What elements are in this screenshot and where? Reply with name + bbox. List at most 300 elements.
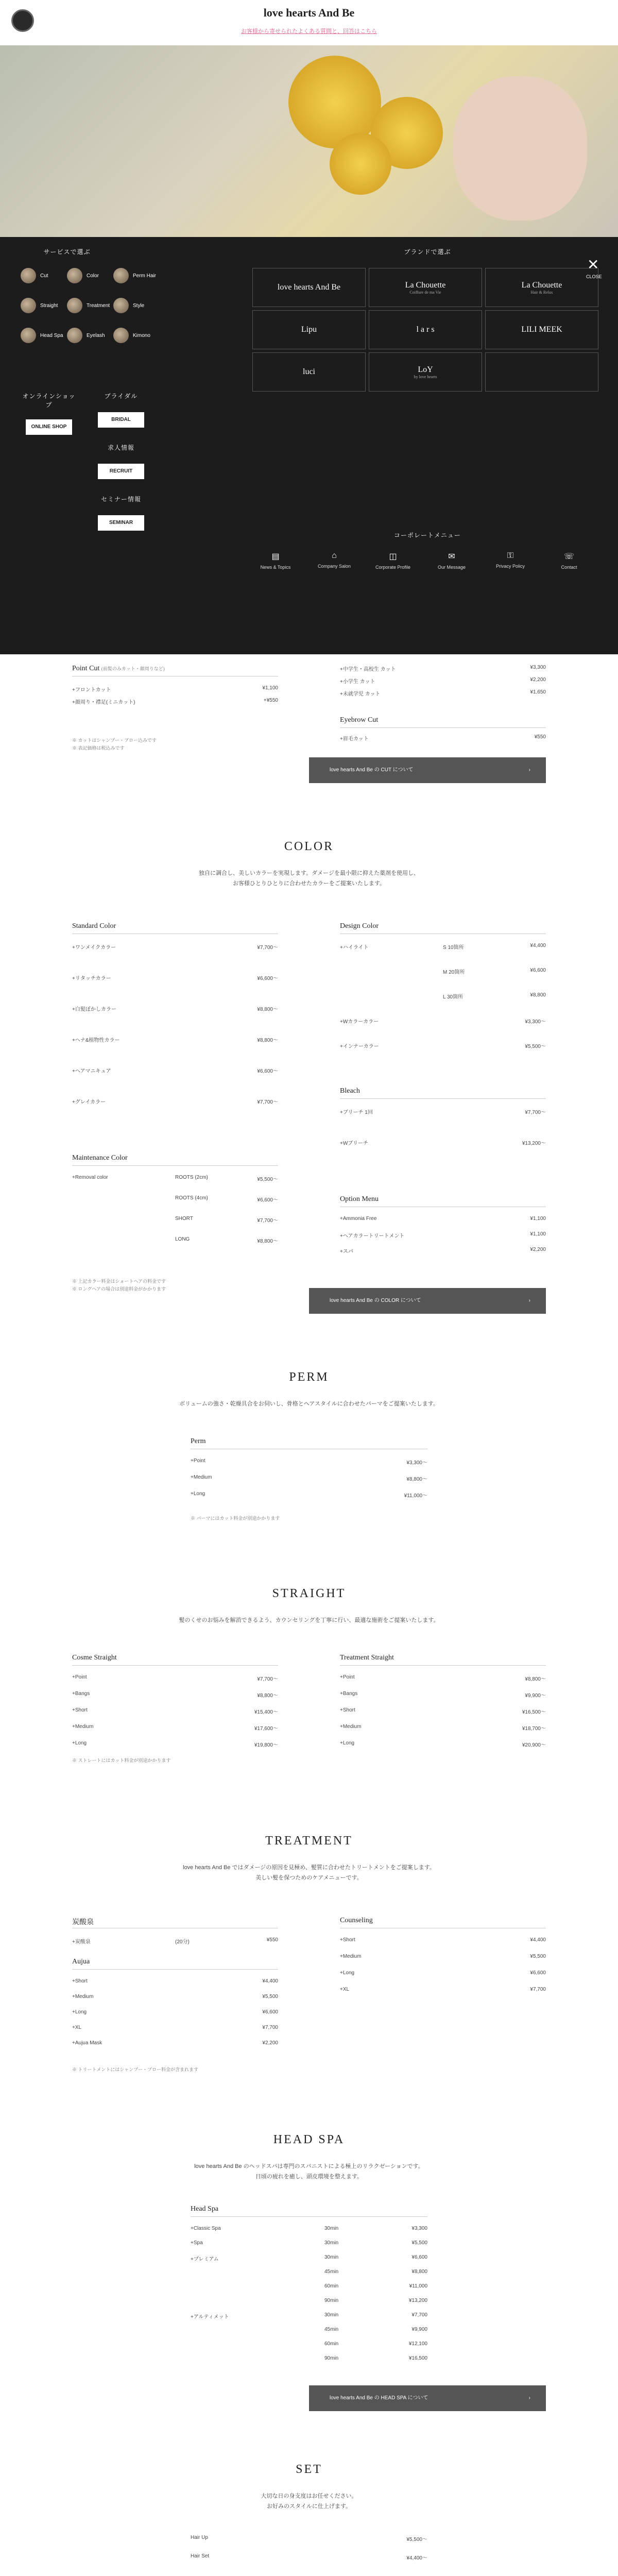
price-row [72,1195,278,1203]
menu-name [191,2341,324,2347]
menu-name: +Short [340,1707,355,1713]
service-item[interactable] [113,268,156,283]
menu-option: 60min [324,2341,339,2347]
price-row [72,1724,278,1732]
menu-name: +ハイライト [340,945,369,951]
message-icon: ✉ [448,552,455,561]
menu-price: ¥3,300〜 [406,1460,427,1466]
menu-price: ¥1,100 [262,685,278,691]
menu-price: ¥13,200 [408,2298,427,2303]
price-row [191,2269,427,2275]
close-label[interactable]: CLOSE [586,274,602,279]
menu-name: +Removal color [72,1175,108,1180]
price-row [191,2327,427,2332]
price-row [72,974,278,981]
price-row [340,734,546,742]
price-row [340,1987,546,1992]
price-row [72,1740,278,1748]
treatment-straight-title: Treatment Straight [340,1654,394,1662]
menu-name: +ヘナ&植物性カラー [72,1038,120,1043]
price-row [72,1994,278,1999]
service-item[interactable] [21,328,63,343]
price-row [191,2226,427,2231]
menu-price: ¥5,500〜 [257,1177,278,1182]
menu-name: +白髪ぼかしカラー [72,1007,116,1012]
service-label: Perm Hair [133,273,157,279]
menu-name: +ヘアマニキュア [72,1069,111,1074]
brand-card[interactable] [369,310,482,349]
menu-price: ¥19,800〜 [254,1742,278,1748]
price-row [340,1691,546,1699]
site-header [0,0,618,45]
headspa-detail-button[interactable]: love hearts And Be の HEAD SPA について › [309,2385,546,2411]
price-row [72,1236,278,1244]
menu-name: +スパ [340,1249,353,1255]
menu-price: ¥7,700〜 [257,1218,278,1224]
price-row [72,1707,278,1715]
menu-price: ¥550 [534,734,546,740]
corporate-menu-label: News & Topics [260,565,291,570]
menu-price: ¥16,500 [408,2355,427,2361]
menu-option: 60min [324,2283,339,2289]
price-row [72,1036,278,1043]
menu-price: ¥4,400〜 [406,2555,427,2561]
menu-price: ¥18,700〜 [522,1726,546,1732]
menu-price: ¥13,200〜 [522,1141,546,1146]
menu-price: ¥6,600 [530,1970,546,1976]
service-label: Cut [40,273,48,279]
price-row [340,1139,546,1146]
menu-price: ¥6,600 [530,968,546,973]
service-label: Style [133,302,145,309]
online-heading: オンラインショップ [22,393,76,409]
menu-price: ¥12,100 [408,2341,427,2347]
menu-option: L 30箇所 [443,994,464,1000]
price-row [340,1247,546,1255]
menu-name: +Medium [340,1724,362,1730]
menu-option: 30min [324,2255,339,2260]
menu-option: 45min [324,2269,339,2275]
close-icon[interactable]: ✕ [587,257,599,273]
price-row [340,1707,546,1715]
menu-price: ¥8,800〜 [257,1038,278,1043]
headspa-title: HEAD SPA [273,2133,345,2146]
cosme-straight-title: Cosme Straight [72,1654,117,1662]
menu-name: +グレイカラー [72,1099,106,1105]
price-row [72,1691,278,1699]
menu-name: +Short [72,1978,88,1984]
menu-price: ¥5,500〜 [525,1044,546,1049]
menu-name: +XL [72,2025,82,2030]
menu-price: ¥4,400 [262,1978,278,1984]
menu-name: +炭酸泉 [72,1939,91,1945]
treatment-desc: love hearts And Be ではダメージの原因を見極め、髪質に合わせたトリートメントをご提案します。 美しい髪を保つためのケアメニューです。 [183,1865,435,1881]
service-thumbnail [113,268,129,283]
menu-price: ¥8,800〜 [257,1007,278,1012]
menu-name [340,992,443,1000]
headspa-subtitle: Head Spa [191,2205,219,2213]
price-row [340,665,546,672]
menu-price: ¥8,800〜 [257,1693,278,1699]
brand-card[interactable] [252,268,366,307]
menu-price: ¥8,800 [530,992,546,998]
menu-name: +Point [72,1674,87,1680]
price-row [340,1231,546,1239]
menu-price: ¥2,200 [530,677,546,683]
price-row [340,1042,546,1049]
brand-card[interactable] [252,352,366,392]
price-row [340,1216,546,1222]
brand-sub: by love hearts [414,374,437,379]
service-item[interactable] [67,328,105,343]
menu-name [72,1195,175,1203]
menu-price: ¥7,700〜 [525,1110,546,1115]
menu-price: ¥550 [266,1937,278,1943]
menu-option: 30min [324,2226,339,2231]
bleach-title: Bleach [340,1087,360,1095]
menu-price: ¥7,700 [262,2025,278,2030]
perm-desc: ボリュームの強さ・乾燥具合をお伺いし、骨格とヘアスタイルに合わせたパーマをご提案いたします。 [179,1401,439,1407]
menu-name: +Wカラーカラー [340,1019,379,1025]
option-menu-title: Option Menu [340,1195,379,1203]
menu-price: ¥6,600 [262,2009,278,2015]
price-row [72,1937,278,1945]
service-thumbnail [21,328,36,343]
contact-icon: ☏ [563,552,574,561]
menu-price: ¥5,500〜 [406,2537,427,2543]
menu-name: +リタッチカラー [72,976,111,981]
menu-name: +Point [191,1458,205,1464]
service-label: Color [87,273,99,279]
menu-option: 30min [324,2312,339,2318]
service-label: Treatment [87,302,110,309]
menu-name: +Point [340,1674,355,1680]
corporate-menu-label: Contact [561,565,577,570]
faq-link[interactable]: お客様から寄せられたよくある質問と、回答はこちら [241,28,377,35]
menu-option: 45min [324,2327,339,2332]
straight-desc: 髪のくせのお悩みを解消できるよう、カウンセリングを丁寧に行い、最適な施術をご提案いたします。 [179,1617,439,1623]
divider [340,727,546,728]
recruit-button[interactable]: RECRUIT [98,464,144,479]
menu-name: +Spa [191,2240,203,2246]
menu-name: +小学生 カット [340,679,375,685]
price-row [340,1954,546,1959]
brand-card[interactable] [252,310,366,349]
brand-card[interactable] [485,310,598,349]
price-row [191,2298,427,2303]
menu-name: +アルティメット [191,2314,229,2320]
menu-price: ¥11,000 [409,2283,427,2289]
menu-name: +眉毛カット [340,736,369,742]
brand-name: LoY [418,365,433,374]
service-item[interactable] [67,268,99,283]
page-title: love hearts And Be [263,6,355,19]
brand-name: Lipu [301,325,317,334]
straight-title: STRAIGHT [272,1587,346,1600]
price-row [340,677,546,685]
menu-option: 30min [324,2240,339,2246]
set-title: SET [296,2463,322,2476]
set-desc: 大切な日の身支度はお任せください。 お好みのスタイルに仕上げます。 [261,2493,357,2510]
counseling-title: Counseling [340,1917,373,1924]
service-item[interactable] [67,298,110,313]
hero-image [0,45,618,237]
menu-price: ¥7,700 [530,1987,546,1992]
menu-price: ¥2,200 [262,2040,278,2046]
menu-name: +中学生・高校生 カット [340,667,396,672]
service-label: Eyelash [87,332,105,338]
menu-price: ¥1,650 [530,689,546,695]
corporate-menu-item[interactable] [370,551,416,570]
menu-price: ¥8,800〜 [525,1676,546,1682]
menu-price: ¥4,400 [530,943,546,948]
service-label: Kimono [133,332,150,338]
price-row [340,943,546,951]
corporate-menu-item[interactable] [428,551,475,570]
brand-name: love hearts And Be [277,283,341,292]
menu-price: ¥1,100 [530,1216,546,1222]
menu-option: (20分) [175,1939,190,1945]
service-thumbnail [113,328,129,343]
treatment-title: TREATMENT [265,1834,353,1848]
price-row [191,2312,427,2320]
perm-title: PERM [289,1370,329,1384]
menu-price: ¥3,300 [530,665,546,670]
menu-name [340,968,443,975]
menu-price: ¥8,800〜 [406,1477,427,1482]
menu-name [191,2269,324,2275]
menu-name: +Medium [191,1475,212,1480]
menu-price: ¥7,700〜 [257,1676,278,1682]
service-thumbnail [67,328,82,343]
brand-name: l a r s [416,325,435,334]
policy-icon: ⚿ [507,551,514,560]
menu-price: +¥550 [263,698,278,703]
menu-option: ROOTS (2cm) [175,1175,208,1180]
corporate-menu-label: Corporate Profile [375,565,411,570]
corporate-menu-item[interactable] [487,551,534,569]
menu-name: +Bangs [72,1691,90,1697]
menu-price: ¥20,900〜 [522,1742,546,1748]
divider [72,1665,278,1666]
price-row [72,943,278,951]
brand-name: La Chouette [521,280,562,290]
menu-name: +ブリーチ 1回 [340,1110,373,1115]
menu-option: M 20箇所 [443,970,465,975]
divider [340,1098,546,1099]
service-label: Head Spa [40,332,63,338]
corporate-menu-label: Company Salon [317,564,351,569]
menu-name: +ワンメイクカラー [72,945,116,951]
recruit-heading: 求人情報 [107,444,134,451]
service-thumbnail [113,298,129,313]
menu-name: +Long [72,1740,87,1746]
menu-overlay [0,237,618,654]
menu-name [191,2298,324,2303]
divider [340,1665,546,1666]
corporate-menu-item[interactable] [252,551,299,570]
menu-price: ¥5,500 [262,1994,278,1999]
service-item[interactable] [113,328,150,343]
price-row [340,1740,546,1748]
menu-price: ¥17,600〜 [254,1726,278,1732]
color-title: COLOR [284,840,334,853]
service-label: Straight [40,302,58,309]
bridal-button[interactable]: BRIDAL [98,412,144,428]
brand-card[interactable] [485,268,598,307]
treatment-note: ※ トリートメントにはシャンプー・ブロー料金が含まれます [72,2067,198,2072]
menu-name: +Long [340,1970,355,1976]
brand-name: La Chouette [405,280,446,290]
menu-price: ¥5,500 [530,1954,546,1959]
price-row [340,1674,546,1682]
brand-card[interactable] [369,352,482,392]
price-row [72,685,278,693]
price-row [340,968,546,975]
menu-price: ¥9,900 [411,2327,427,2332]
menu-price: ¥15,400〜 [254,1709,278,1715]
service-heading: サービスで選ぶ [43,248,91,256]
cut-detail-button[interactable]: love hearts And Be の CUT について › [309,757,546,783]
price-row [72,2009,278,2015]
menu-name [191,2327,324,2332]
price-row [72,1978,278,1984]
service-item[interactable] [113,298,144,313]
menu-name: +Long [72,2009,87,2015]
service-thumbnail [67,268,82,283]
price-row [191,1491,427,1499]
menu-name [72,1216,175,1224]
price-row [340,1970,546,1976]
menu-name: +Long [191,1491,205,1497]
menu-name: +XL [340,1987,350,1992]
price-row [340,1108,546,1115]
menu-name: +Ammonia Free [340,1216,377,1222]
menu-price: ¥8,800〜 [257,1239,278,1244]
menu-price: ¥3,300 [411,2226,427,2231]
online-shop-button[interactable]: ONLINE SHOP [26,419,72,435]
price-row [340,689,546,697]
menu-price: ¥11,000〜 [404,1493,427,1499]
eyebrow-cut-title: Eyebrow Cut [340,716,379,724]
service-item[interactable] [21,268,48,283]
menu-price: ¥9,900〜 [525,1693,546,1699]
menu-price: ¥5,500 [411,2240,427,2246]
corporate-menu-item[interactable] [546,551,592,570]
menu-price: ¥6,600 [411,2255,427,2260]
corporate-menu-label: Our Message [437,565,466,570]
price-row [191,2283,427,2289]
salon-icon: ⌂ [332,551,337,560]
menu-price: ¥16,500〜 [522,1709,546,1715]
service-thumbnail [67,298,82,313]
quick-title: 炭酸泉 [72,1919,94,1926]
perm-subtitle: Perm [191,1437,206,1445]
menu-name: +Medium [340,1954,362,1959]
corporate-menu-label: Privacy Policy [495,564,525,569]
menu-price: ¥1,100 [530,1231,546,1237]
price-row [191,1475,427,1482]
menu-name: +Bangs [340,1691,358,1697]
point-cut-title: Point Cut (前髪のみカット・顔周りなど) [72,665,165,672]
brand-card[interactable] [485,352,598,392]
price-row [72,1005,278,1012]
price-row [72,2025,278,2030]
price-row [72,1097,278,1105]
price-row [191,2255,427,2262]
menu-name: +インナーカラー [340,1044,379,1049]
menu-name: +顔周り・襟足(ミニカット) [72,700,135,705]
price-row [72,1066,278,1074]
corporate-menu-item[interactable] [311,551,357,569]
brand-name: LILI MEEK [521,325,562,334]
menu-name: +Medium [72,1994,94,1999]
price-row [340,992,546,1000]
price-row [340,1017,546,1025]
menu-price: ¥7,700 [411,2312,427,2318]
service-thumbnail [21,298,36,313]
perm-note: ※ パーマにはカット料金が別途かかります [191,1516,280,1521]
color-detail-button[interactable]: love hearts And Be の COLOR について › [309,1288,546,1314]
menu-name: +フロントカット [72,687,111,693]
menu-name: +Long [340,1740,355,1746]
menu-name: +未就学児 カット [340,691,381,697]
divider [72,1165,278,1166]
price-row [191,2535,427,2543]
straight-note: ※ ストレートにはカット料金が別途かかります [72,1758,171,1763]
menu-name: +ヘアカラートリートメント [340,1233,405,1239]
color-desc: 独自に調合し、美しいカラーを実現します。ダメージを最小限に抑えた薬剤を使用し、 お客様ひとりひとりに合わせたカラーをご提案いたします。 [199,870,419,887]
divider [72,1969,278,1970]
seminar-button[interactable]: SEMINAR [98,515,144,531]
price-row [191,2341,427,2347]
company-icon: ◫ [389,552,397,561]
menu-price: ¥8,800 [411,2269,427,2275]
divider [191,2216,427,2217]
menu-name: +プレミアム [191,2257,219,2262]
headspa-desc: love hearts And Be のヘッドスパは専門のスパニストによる極上のリラクゼーションです。 日頃の疲れを癒し、頭皮環境を整えます。 [194,2163,424,2180]
menu-price: ¥4,400 [530,1937,546,1943]
service-item[interactable] [21,298,58,313]
cut-note: ※ カットはシャンプー・ブロー込みです ※ 表記価格は税込みです [72,738,157,751]
color-note: ※ 上記カラー料金はショートヘアの料金です ※ ロングヘアの場合は別途料金がかかります [72,1279,166,1292]
menu-name: Hair Set [191,2553,210,2559]
price-row [72,2040,278,2046]
service-thumbnail [21,268,36,283]
price-row [191,2553,427,2561]
menu-price: ¥7,700〜 [257,945,278,951]
menu-name: +Short [72,1707,88,1713]
menu-price: ¥3,300〜 [525,1019,546,1025]
menu-name: Hair Up [191,2535,208,2540]
news-icon: ▤ [271,552,280,561]
menu-name [191,2283,324,2289]
menu-option: LONG [175,1236,190,1242]
price-row [72,698,278,705]
menu-name: +Wブリーチ [340,1141,368,1146]
standard-color-title: Standard Color [72,922,116,930]
menu-price: ¥6,600〜 [257,1069,278,1074]
menu-name: +Classic Spa [191,2226,221,2231]
corporate-heading: コーポレートメニュー [394,532,461,539]
menu-option: ROOTS (4cm) [175,1195,208,1201]
price-row [72,1216,278,1224]
menu-name [191,2355,324,2361]
design-color-title: Design Color [340,922,379,930]
menu-name [72,1236,175,1244]
model-face [453,76,587,221]
brand-card[interactable] [369,268,482,307]
